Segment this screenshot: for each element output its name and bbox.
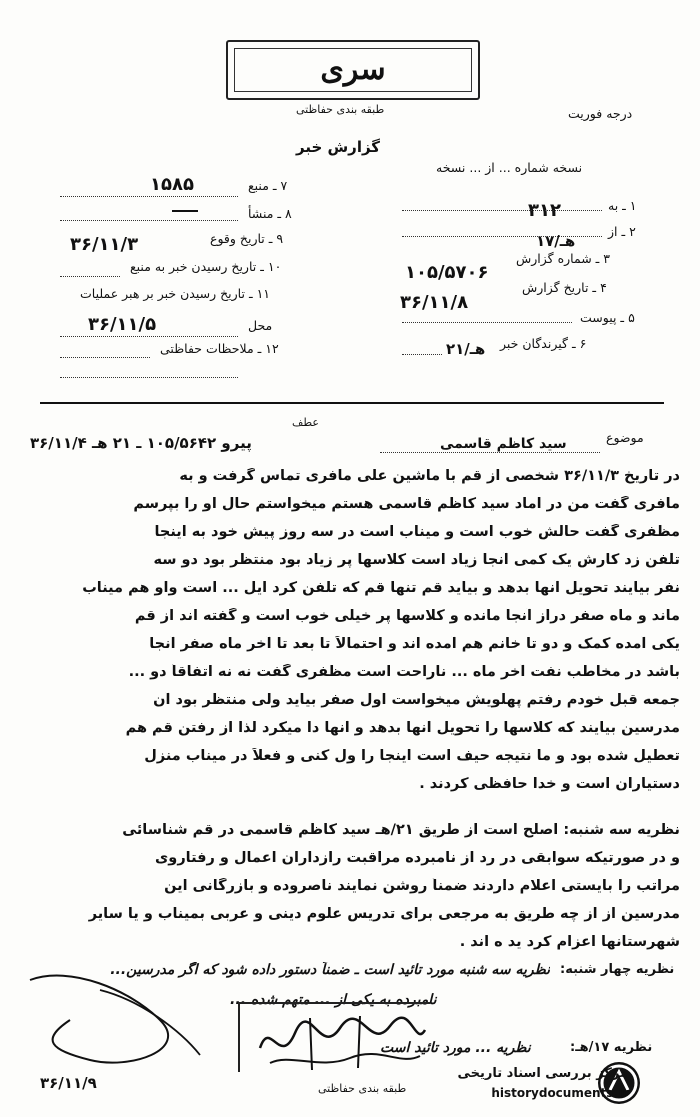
field-occurrence-value: ۳۶/۱۱/۳ <box>70 234 139 255</box>
atf-label: عطف <box>292 416 319 429</box>
body-line: مدرسین بیایند که کلاسها را تحویل آنها بدهد و آنها دا میکرد لذا از رفتن قم هم <box>125 720 680 736</box>
separator-line <box>40 402 664 404</box>
note4-line2: نامبرده به یکی از ... متهم شده ... <box>230 992 437 1008</box>
classification-label: طبقه بندی حفاظتی <box>296 103 385 116</box>
grade-label: درجه فوریت <box>568 106 633 121</box>
field-to-value: ۳۱۲ <box>528 200 561 221</box>
body-line: جمعه قبل خودم رفتم پهلویش میخواست اول صفر بیاید ولی منتظر بود آن <box>153 692 680 708</box>
body-line: ماند و ماه صفر دراز آنجا مانده و کلاسها پر خیلی خوب است و گفته اند از قم <box>134 608 680 624</box>
stamp-word: سری <box>320 52 386 87</box>
field-occurrence-label: ۹ ـ تاریخ وقوع <box>210 231 284 246</box>
field-to-label: ۱ ـ به <box>608 198 637 213</box>
body-line: نفر بیایند تحویل آنها بدهد و بیاید قم تنها قم که تلفن کرد ایل ... است واو هم میناب <box>82 580 680 596</box>
signature-image <box>250 1008 430 1078</box>
field-place-label: محل <box>248 318 273 333</box>
subject-value: سید کاظم قاسمی <box>440 436 567 452</box>
report-title: گزارش خبر <box>296 138 381 156</box>
note4-label: نظریه چهار شنبه: <box>560 962 675 977</box>
archive-name: مرکز بررسی اسناد تاریخی <box>457 1066 628 1081</box>
field-place-value: ۳۶/۱۱/۵ <box>88 314 157 335</box>
archive-url[interactable]: historydocuments.ir <box>491 1086 628 1100</box>
field-report-number-value: ۱۰۵/۵۷۰۶ <box>405 262 489 283</box>
field-reached-ops-label: ۱۱ ـ تاریخ رسیدن خبر بر هبر عملیات <box>80 286 271 301</box>
field-from-value: ۱۷/هـ <box>536 232 576 250</box>
note4-text: نظریه سه شنبه مورد تائید است ـ ضمناً دستور داده شود که اگر مدرسین... <box>110 962 550 978</box>
field-security-notes-label: ۱۲ ـ ملاحظات حفاظتی <box>160 341 279 356</box>
notes-line: نظریه سه شنبه: اصلح است از طریق ۲۱/هـ سید کاظم قاسمی در قم شناسائی <box>122 822 680 838</box>
field-from-label: ۲ ـ از <box>608 224 636 239</box>
body-line: در تاریخ ۳۶/۱۱/۳ شخصی از قم با ماشین علی مافری تماس گرفت و به <box>179 468 680 484</box>
bottom-date: ۳۶/۱۱/۹ <box>40 1074 97 1092</box>
notes-line: مدرسین از از چه طریق به مرجعی برای تدریس علوم دینی و عربی بمیناب و یا سایر <box>88 906 680 922</box>
copy-line: نسخه شماره ... از ... نسخه <box>436 160 583 175</box>
body-line: تلفن زد کارش یک کمی آنجا زیاد است کلاسها پر زیاد بود منتظر بود دو سه <box>153 552 680 568</box>
field-report-number-label: ۳ ـ شماره گزارش <box>516 251 611 266</box>
subject-label: موضوع <box>606 430 644 445</box>
field-origin-label: ۸ ـ منشأ <box>248 206 292 221</box>
field-attachment-label: ۵ ـ پیوست <box>580 310 635 325</box>
field-source-label: ۷ ـ منبع <box>248 178 288 193</box>
field-source-value: ۱۵۸۵ <box>150 174 194 195</box>
field-recipients-value: ۲۱/هـ <box>446 340 486 358</box>
body-line: باشد در مخاطب نفت آخر ماه ... ناراحت است مظفری گفت نه نه اتفاقاً دو ... <box>128 664 680 680</box>
notes-line: شهرستانها اعزام کرد ید ه اند . <box>459 934 680 950</box>
body-line: مافری گفت من در اماد سید کاظم قاسمی هستم میخواستم حال او را بپرسم <box>133 496 680 512</box>
note5-text: نظریه ... مورد تائید است <box>380 1040 531 1056</box>
body-line: مظفری گفت حالش خوب است و میناب است در سه روز پیش خود به اینجا <box>154 524 680 540</box>
field-report-date-label: ۴ ـ تاریخ گزارش <box>522 280 607 295</box>
note5-label: نظریه ۱۷/هـ: <box>570 1040 653 1055</box>
body-line: تعطیل شده بود و ما نتیجه حیف است اینجا را ول کنی و فعلاً در میناب منزل <box>144 748 680 764</box>
body-line: یکی آمده کمک و دو تا خانم هم آمده اند و احتمالاً تا بعد تا آخر ماه صفر آنجا <box>149 636 680 652</box>
body-line: دستیاران است و خدا حافظی کردند . <box>419 776 680 792</box>
field-recipients-label: ۶ ـ گیرندگان خبر <box>500 336 587 351</box>
notes-line: مراتب را بایستی اعلام داردند ضمناً روشن نمایند ناصروده و بازرگانی این <box>164 878 680 894</box>
field-report-date-value: ۳۶/۱۱/۸ <box>400 292 469 313</box>
classification-stamp <box>226 40 480 100</box>
field-reached-source-label: ۱۰ ـ تاریخ رسیدن خبر به منبع <box>130 259 282 274</box>
bottom-classification: طبقه بندی حفاظتی <box>318 1082 407 1095</box>
notes-line: و در صورتیکه سوابقی در رد از نامبرده مراقبت رازداران اعمال و رفتاروی <box>155 850 680 866</box>
subject-reference: پیرو ۱۰۵/۵۶۴۲ ـ ۲۱ هـ ۳۶/۱۱/۴ <box>30 434 252 452</box>
left-margin-signature <box>10 960 220 1080</box>
